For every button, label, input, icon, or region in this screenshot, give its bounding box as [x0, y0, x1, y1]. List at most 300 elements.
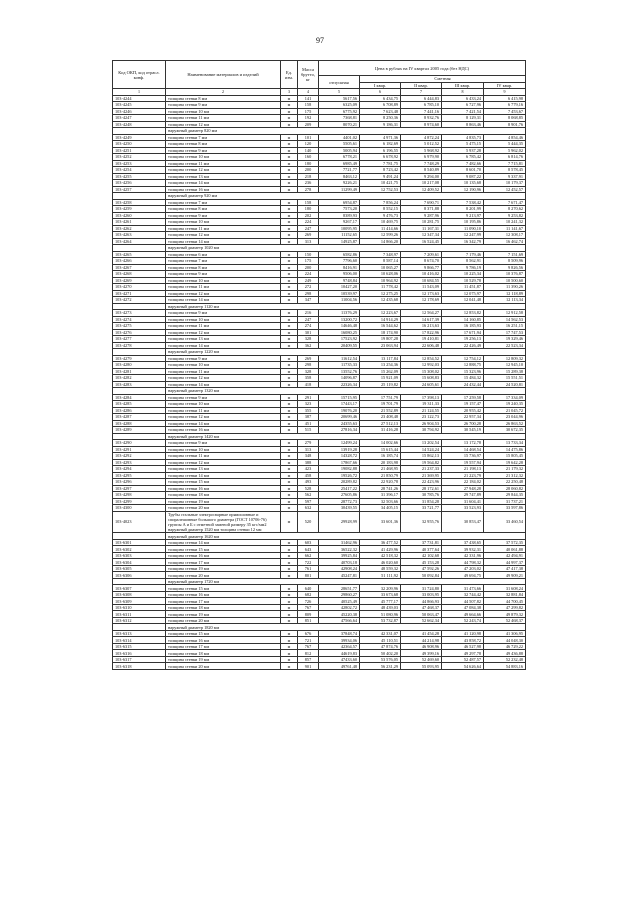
item-code: 103-4268	[113, 271, 166, 278]
price-cell: 9 287,96	[401, 212, 442, 219]
item-name: толщина стенки 11 мм	[166, 323, 281, 330]
price-cell: 11 451,87	[442, 284, 484, 291]
price-cell: 46 908,96	[401, 643, 442, 650]
price-cell: 13 202,54	[401, 440, 442, 447]
item-code: 103-4263	[113, 232, 166, 239]
item-mass: 682	[298, 591, 319, 598]
price-cell: 31 608,24	[484, 585, 526, 592]
price-cell: 27 948,28	[442, 485, 484, 492]
item-code: 103-4277	[113, 336, 166, 343]
item-mass: 313	[298, 238, 319, 245]
item-mass: 388	[298, 459, 319, 466]
item-mass: 520	[298, 511, 319, 533]
price-cell: 8 723,42	[360, 167, 401, 174]
header-q4: IV квар.	[484, 82, 526, 89]
item-unit: м	[281, 160, 298, 167]
price-cell: 52 232,48	[484, 656, 526, 663]
item-unit: м	[281, 297, 298, 304]
item-mass: 328	[298, 336, 319, 343]
item-unit: м	[281, 552, 298, 559]
price-cell: 33 673,68	[360, 591, 401, 598]
price-cell: 48 439,03	[360, 604, 401, 611]
item-mass: 298	[298, 290, 319, 297]
price-cell: 10 421,75	[360, 180, 401, 187]
item-mass: 851	[298, 617, 319, 624]
price-cell: 55 093,95	[401, 663, 442, 670]
price-cell: 23 408,48	[360, 414, 401, 421]
price-cell: 4 835,73	[442, 134, 484, 141]
price-cell: 6 434,75	[360, 95, 401, 102]
item-unit: м	[281, 479, 298, 486]
item-unit: м	[281, 656, 298, 663]
item-name: толщина стенки 11 мм	[166, 225, 281, 232]
price-cell: 5 444,35	[484, 141, 526, 148]
item-unit: м	[281, 368, 298, 375]
item-unit: м	[281, 394, 298, 401]
price-cell: 9226,21	[319, 180, 360, 187]
item-code: 103-4286	[113, 407, 166, 414]
item-code: 103-4271	[113, 290, 166, 297]
item-name: толщина стенки 19 мм	[166, 498, 281, 505]
price-cell: 6325,09	[319, 102, 360, 109]
item-code: 103-4300	[113, 505, 166, 512]
item-mass: 160	[298, 154, 319, 161]
price-cell: 31 396,17	[360, 492, 401, 499]
header-q2: II квар.	[401, 82, 442, 89]
price-cell: 49 297,78	[442, 650, 484, 657]
price-cell: 10 281,75	[401, 219, 442, 226]
item-name: толщина стенки 11 мм	[166, 284, 281, 291]
item-name: толщина стенки 16 мм	[166, 186, 281, 193]
price-cell: 7 209,61	[401, 251, 442, 258]
price-cell: 31 854,28	[401, 498, 442, 505]
item-name: толщина стенки 13 мм	[166, 466, 281, 473]
item-code: 103-6305	[113, 565, 166, 572]
item-mass: 158	[298, 199, 319, 206]
price-cell: 19 564,82	[401, 459, 442, 466]
item-unit: м	[281, 258, 298, 265]
price-cell: 11735,33	[319, 362, 360, 369]
item-unit: м	[281, 492, 298, 499]
item-name: толщина стенки 20 мм	[166, 663, 281, 670]
item-unit: м	[281, 316, 298, 323]
item-mass: 418	[298, 381, 319, 388]
price-cell: 9 294,00	[401, 173, 442, 180]
price-cell: 7 715,81	[484, 160, 526, 167]
price-cell: 9 786,19	[442, 264, 484, 271]
price-cell: 7 482,66	[442, 160, 484, 167]
item-code: 103-6304	[113, 559, 166, 566]
price-cell: 8 562,91	[442, 258, 484, 265]
price-cell: 7 856,24	[360, 199, 401, 206]
price-cell: 32 955,76	[401, 511, 442, 533]
price-cell: 11152,65	[319, 232, 360, 239]
price-cell: 44 507,82	[442, 598, 484, 605]
item-name: толщина стенки 9 мм	[166, 440, 281, 447]
price-cell: 47 299,82	[484, 604, 526, 611]
price-cell: 5 475,15	[442, 141, 484, 148]
price-cell: 44 700,45	[484, 598, 526, 605]
price-cell: 9 213,97	[442, 212, 484, 219]
item-unit: м	[281, 342, 298, 349]
price-cell: 12 945,10	[484, 362, 526, 369]
price-cell: 45220,38	[319, 611, 360, 618]
item-name: толщина стенки 16 мм	[166, 591, 281, 598]
price-cell: 9 253,82	[484, 212, 526, 219]
item-code: 103-4282	[113, 375, 166, 382]
item-unit: м	[281, 219, 298, 226]
item-code: 103-4287	[113, 414, 166, 421]
header-price-title: Цена в рублях на IV квартал 2005 года (без НДС)	[319, 61, 526, 76]
price-cell: 21 468,95	[360, 466, 401, 473]
item-unit: м	[281, 650, 298, 657]
price-cell: 17523,92	[319, 336, 360, 343]
price-cell: 21 198,13	[442, 466, 484, 473]
price-cell: 37 572,35	[484, 539, 526, 546]
price-cell: 8 509,96	[484, 258, 526, 265]
item-name: толщина стенки 7 мм	[166, 199, 281, 206]
item-unit: м	[281, 663, 298, 670]
price-cell: 12 113,34	[484, 297, 526, 304]
price-cell: 12 041,48	[442, 297, 484, 304]
price-cell: 49761,48	[319, 663, 360, 670]
item-name: толщина стенки 8 мм	[166, 264, 281, 271]
price-cell: 31 737,21	[484, 498, 526, 505]
price-cell: 51 111,92	[360, 572, 401, 579]
price-cell: 50 402,20	[360, 650, 401, 657]
price-cell: 41 120,98	[442, 630, 484, 637]
price-cell: 6775,92	[319, 108, 360, 115]
item-code: 103-4298	[113, 492, 166, 499]
item-mass: 175	[298, 108, 319, 115]
item-mass: 562	[298, 492, 319, 499]
item-mass: 328	[298, 368, 319, 375]
price-cell: 11 390,26	[484, 284, 526, 291]
header-estimate: Сметная	[360, 76, 526, 83]
item-code: 103-4250	[113, 141, 166, 148]
section-title: наружный диаметр 1120 мм	[166, 303, 526, 310]
price-cell: 12 452,57	[484, 186, 526, 193]
price-cell: 12499,24	[319, 440, 360, 447]
item-mass: 423	[298, 466, 319, 473]
item-mass: 224	[298, 271, 319, 278]
price-cell: 6985,49	[319, 160, 360, 167]
item-description: Трубы стальные электросварные прямошовные и спиралешовные большого диаметра (ГОСТ 10706-76) группы А и Б с отметной заменой размеру 35 кгс/мм2 наружный диаметр 1520 мм толщина стенки 12 мм	[166, 511, 281, 533]
price-cell: 4 872,24	[401, 134, 442, 141]
price-cell: 46 527,98	[442, 643, 484, 650]
item-mass: 643	[298, 546, 319, 553]
price-cell: 19 311,33	[401, 401, 442, 408]
item-mass: 200	[298, 264, 319, 271]
price-cell: 10 241,32	[484, 219, 526, 226]
price-cell: 7 453,67	[484, 108, 526, 115]
price-cell: 16 185,93	[442, 323, 484, 330]
price-cell: 14 866,20	[360, 238, 401, 245]
item-unit: м	[281, 511, 298, 533]
item-code: 103-4294	[113, 466, 166, 473]
item-unit: м	[281, 375, 298, 382]
item-unit: м	[281, 115, 298, 122]
item-mass: 362	[298, 342, 319, 349]
item-name: толщина стенки 17 мм	[166, 598, 281, 605]
item-name: толщина стенки 6 мм	[166, 251, 281, 258]
price-cell: 22 920,78	[360, 479, 401, 486]
price-cell: 7 441,16	[401, 108, 442, 115]
price-cell: 15715,95	[319, 394, 360, 401]
item-mass: 175	[298, 258, 319, 265]
item-code: 103-6301	[113, 539, 166, 546]
price-cell: 20 955,42	[442, 407, 484, 414]
item-mass: 269	[298, 232, 319, 239]
price-cell: 31 416,28	[360, 427, 401, 434]
item-unit: м	[281, 141, 298, 148]
price-cell: 12 854,52	[401, 355, 442, 362]
item-mass: 218	[298, 173, 319, 180]
col-index: 5	[319, 89, 360, 96]
price-cell: 39 932,31	[442, 546, 484, 553]
price-cell: 12 275,25	[360, 290, 401, 297]
price-table	[112, 60, 526, 670]
price-cell: 42802,72	[319, 604, 360, 611]
item-mass: 192	[298, 115, 319, 122]
item-unit: м	[281, 212, 298, 219]
price-cell: 19076,20	[319, 407, 360, 414]
item-name: толщина стенки 18 мм	[166, 650, 281, 657]
item-name: толщина стенки 12 мм	[166, 459, 281, 466]
item-code: 103-4257	[113, 186, 166, 193]
item-name: толщина стенки 12 мм	[166, 375, 281, 382]
item-mass: 597	[298, 498, 319, 505]
item-name: толщина стенки 12 мм	[166, 329, 281, 336]
item-unit: м	[281, 154, 298, 161]
price-cell: 6 785,42	[442, 154, 484, 161]
price-cell: 40 061,88	[484, 546, 526, 553]
price-cell: 14328,72	[319, 453, 360, 460]
price-cell: 8 674,70	[401, 258, 442, 265]
price-cell: 16 462,74	[484, 238, 526, 245]
price-cell: 11 543,09	[401, 284, 442, 291]
item-name: толщина стенки 7 мм	[166, 134, 281, 141]
price-cell: 47 203,02	[442, 565, 484, 572]
price-cell: 42364,57	[319, 643, 360, 650]
price-cell: 44 214,98	[401, 637, 442, 644]
price-cell: 30 853,47	[442, 511, 484, 533]
price-cell: 6 779,16	[484, 102, 526, 109]
price-cell: 47433,60	[319, 656, 360, 663]
price-cell: 10 225,34	[442, 271, 484, 278]
item-unit: м	[281, 180, 298, 187]
item-mass: 291	[298, 394, 319, 401]
item-unit: м	[281, 310, 298, 317]
item-unit: м	[281, 591, 298, 598]
item-name: толщина стенки 11 мм	[166, 407, 281, 414]
price-cell: 22 426,49	[442, 342, 484, 349]
item-mass: 767	[298, 643, 319, 650]
header-name: Наименование материалов и изделий	[166, 61, 281, 89]
item-mass: 120	[298, 141, 319, 148]
item-code: 103-6306	[113, 572, 166, 579]
price-cell: 19 701,79	[360, 401, 401, 408]
price-cell: 13919,28	[319, 446, 360, 453]
item-unit: м	[281, 199, 298, 206]
price-cell: 10095,95	[319, 225, 360, 232]
price-cell: 12 075,97	[442, 290, 484, 297]
price-cell: 22 523,34	[484, 342, 526, 349]
item-name: толщина стенки 16 мм	[166, 427, 281, 434]
item-unit: м	[281, 401, 298, 408]
item-name: толщина стенки 16 мм	[166, 485, 281, 492]
item-unit: м	[281, 355, 298, 362]
price-cell: 26 904,53	[401, 420, 442, 427]
item-code: 103-6303	[113, 552, 166, 559]
price-cell: 21 552,89	[360, 407, 401, 414]
item-code: 103-4284	[113, 394, 166, 401]
item-mass: 224	[298, 219, 319, 226]
price-cell: 33 601,36	[360, 511, 401, 533]
item-name: толщина стенки 11 мм	[166, 453, 281, 460]
item-code: 103-4023	[113, 511, 166, 533]
price-cell: 15 484,32	[442, 375, 484, 382]
item-mass: 249	[298, 277, 319, 284]
item-unit: м	[281, 134, 298, 141]
price-cell: 56 231,29	[360, 663, 401, 670]
item-code: 103-4255	[113, 173, 166, 180]
price-cell: 9748,84	[319, 277, 360, 284]
item-mass: 901	[298, 663, 319, 670]
item-unit: м	[281, 238, 298, 245]
price-cell: 5005,94	[319, 147, 360, 154]
item-mass: 101	[298, 134, 319, 141]
price-cell: 46 020,60	[360, 559, 401, 566]
price-cell: 46 729,22	[484, 643, 526, 650]
item-unit: м	[281, 539, 298, 546]
price-cell: 7 348,97	[360, 251, 401, 258]
price-cell: 11 090,10	[442, 225, 484, 232]
price-cell: 4 971,36	[360, 134, 401, 141]
item-mass: 180	[298, 160, 319, 167]
item-unit: м	[281, 232, 298, 239]
price-cell: 21 045,72	[484, 407, 526, 414]
price-cell: 8 068,85	[484, 115, 526, 122]
price-cell: 52 243,74	[442, 617, 484, 624]
price-cell: 49 694,75	[442, 572, 484, 579]
item-name: толщина стенки 12 мм	[166, 121, 281, 128]
price-cell: 5505,61	[319, 141, 360, 148]
price-cell: 22326,34	[319, 381, 360, 388]
price-cell: 27 512,13	[360, 420, 401, 427]
item-name: толщина стенки 10 мм	[166, 154, 281, 161]
item-name: толщина стенки 10 мм	[166, 401, 281, 408]
item-name: толщина стенки 7 мм	[166, 258, 281, 265]
price-cell: 9 826,56	[484, 264, 526, 271]
price-cell: 24 605,61	[401, 381, 442, 388]
price-cell: 19 807,28	[360, 336, 401, 343]
price-cell: 40 377,64	[401, 546, 442, 553]
item-name: толщина стенки 10 мм	[166, 316, 281, 323]
price-cell: 21 179,32	[484, 466, 526, 473]
item-code: 103-6317	[113, 656, 166, 663]
price-cell: 7368,81	[319, 115, 360, 122]
item-code: 103-4265	[113, 251, 166, 258]
item-code: 103-4262	[113, 225, 166, 232]
item-code: 103-4270	[113, 284, 166, 291]
price-cell: 31 604,41	[442, 498, 484, 505]
item-mass: 603	[298, 539, 319, 546]
item-name: толщина стенки 9 мм	[166, 212, 281, 219]
header-release: отпускная	[319, 76, 360, 89]
item-unit: м	[281, 414, 298, 421]
price-cell: 15 805,45	[484, 453, 526, 460]
item-unit: м	[281, 284, 298, 291]
item-name: толщина стенки 16 мм	[166, 637, 281, 644]
price-cell: 8 974,60	[401, 121, 442, 128]
item-mass: 726	[298, 598, 319, 605]
price-cell: 19 557,94	[442, 459, 484, 466]
item-code: 103-4280	[113, 362, 166, 369]
header-code: Код ОКП, код отрасл. конф.	[113, 61, 166, 89]
item-unit: м	[281, 485, 298, 492]
price-cell: 49 909,21	[484, 572, 526, 579]
item-code: 103-4283	[113, 381, 166, 388]
price-cell: 11 167,31	[401, 225, 442, 232]
price-cell: 8 932,76	[401, 115, 442, 122]
price-cell: 52 662,34	[401, 617, 442, 624]
price-cell: 14 562,53	[484, 316, 526, 323]
item-unit: м	[281, 362, 298, 369]
price-cell: 29 747,89	[442, 492, 484, 499]
price-cell: 24355,63	[319, 420, 360, 427]
price-cell: 33 721,77	[401, 505, 442, 512]
price-cell: 16 524,45	[401, 238, 442, 245]
item-name: толщина стенки 18 мм	[166, 604, 281, 611]
item-mass: 632	[298, 505, 319, 512]
item-mass: 387	[298, 414, 319, 421]
item-mass: 662	[298, 552, 319, 559]
price-cell: 54 626,64	[442, 663, 484, 670]
item-code: 103-4291	[113, 446, 166, 453]
item-code: 103-4253	[113, 160, 166, 167]
item-unit: м	[281, 598, 298, 605]
item-mass: 180	[298, 206, 319, 213]
price-cell: 19 157,47	[442, 401, 484, 408]
price-cell: 7 151,69	[484, 251, 526, 258]
price-cell: 5 962,02	[484, 147, 526, 154]
item-unit: м	[281, 611, 298, 618]
price-cell: 5617,56	[319, 95, 360, 102]
price-cell: 8416,91	[319, 264, 360, 271]
item-mass: 801	[298, 572, 319, 579]
price-cell: 11004,56	[319, 297, 360, 304]
price-cell: 18 174,90	[360, 329, 401, 336]
price-cell: 7 748,29	[401, 160, 442, 167]
price-cell: 39925,84	[319, 552, 360, 559]
item-mass: 313	[298, 446, 319, 453]
price-cell: 21 237,33	[401, 466, 442, 473]
item-mass: 269	[298, 355, 319, 362]
item-code: 103-4279	[113, 355, 166, 362]
price-cell: 26 700,28	[442, 420, 484, 427]
price-cell: 25 119,82	[360, 381, 401, 388]
item-code: 103-4258	[113, 199, 166, 206]
item-code: 103-6314	[113, 637, 166, 644]
price-cell: 15 862,13	[401, 453, 442, 460]
price-cell: 19526,72	[319, 472, 360, 479]
price-cell: 42908,24	[319, 565, 360, 572]
price-cell: 11 778,42	[360, 284, 401, 291]
price-cell: 13200,72	[319, 316, 360, 323]
price-cell: 10 469,75	[360, 219, 401, 226]
item-code: 103-4275	[113, 323, 166, 330]
